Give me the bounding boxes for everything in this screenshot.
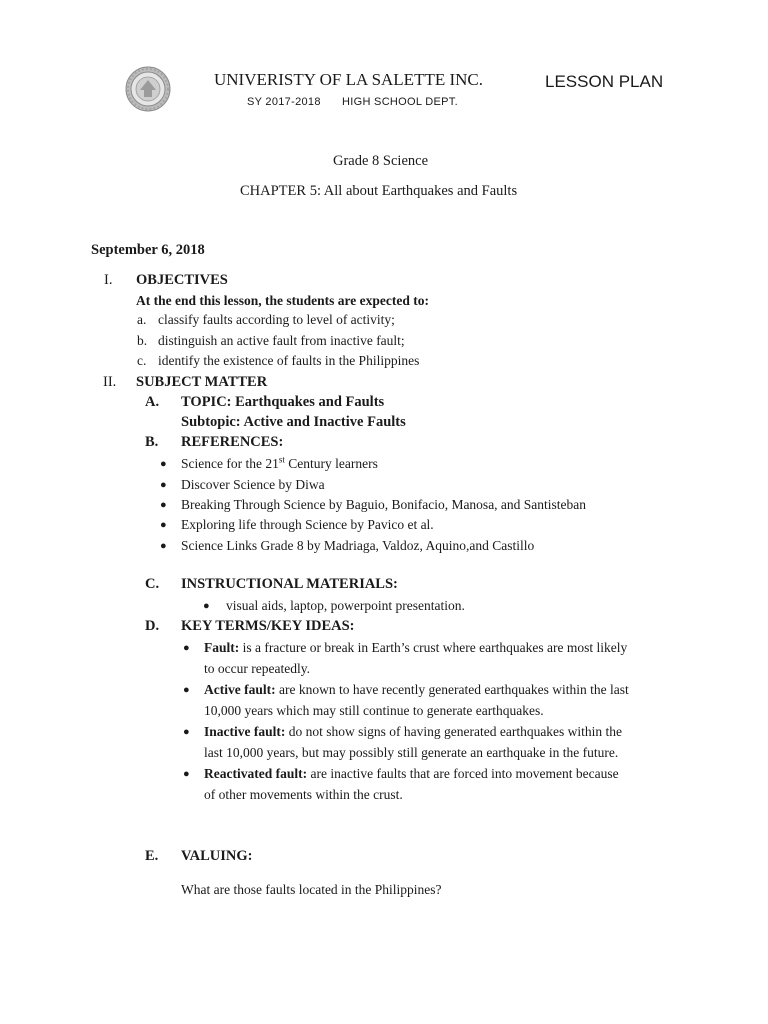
- bullet-icon: ●: [183, 768, 190, 780]
- objectives-intro: At the end this lesson, the students are expected to:: [136, 293, 429, 308]
- key-term-line: Reactivated fault: are inactive faults that are forced into movement because: [204, 766, 619, 781]
- department: HIGH SCHOOL DEPT.: [342, 96, 458, 108]
- materials-heading: INSTRUCTIONAL MATERIALS:: [181, 576, 398, 592]
- subsection-letter: C.: [145, 576, 160, 592]
- references-heading: REFERENCES:: [181, 434, 284, 450]
- bullet-icon: ●: [160, 540, 167, 552]
- lesson-date: September 6, 2018: [91, 242, 205, 258]
- reference-item: Science for the 21st Century learners: [181, 454, 378, 471]
- objective-item: identify the existence of faults in the Philippines: [158, 353, 420, 368]
- list-letter: b.: [137, 333, 148, 348]
- bullet-icon: ●: [183, 642, 190, 654]
- subsection-letter: B.: [145, 434, 159, 450]
- materials-item: visual aids, laptop, powerpoint presentation.: [226, 598, 465, 613]
- bullet-icon: ●: [160, 499, 167, 511]
- document-type: LESSON PLAN: [545, 72, 664, 91]
- reference-item: Science Links Grade 8 by Madriaga, Valdoz, Aquino,and Castillo: [181, 538, 535, 553]
- list-letter: a.: [137, 312, 147, 327]
- school-year: SY 2017-2018: [247, 96, 321, 108]
- school-seal-logo: [125, 66, 171, 112]
- key-term-line: Fault: is a fracture or break in Earth’s crust where earthquakes are most likely: [204, 640, 628, 655]
- key-term-line: Active fault: are known to have recently generated earthquakes within the last: [204, 682, 629, 697]
- bullet-icon: ●: [160, 458, 167, 470]
- reference-item: Exploring life through Science by Pavico et al.: [181, 517, 434, 532]
- key-term-line: Inactive fault: do not show signs of having generated earthquakes within the: [204, 724, 623, 739]
- bullet-icon: ●: [203, 600, 210, 612]
- key-term-line: 10,000 years which may still continue to generate earthquakes.: [204, 703, 544, 718]
- objective-item: distinguish an active fault from inactive fault;: [158, 333, 405, 348]
- bullet-icon: ●: [160, 479, 167, 491]
- objectives-heading: OBJECTIVES: [136, 272, 228, 288]
- key-term-line: last 10,000 years, but may possibly still generate an earthquake in the future.: [204, 745, 619, 760]
- list-letter: c.: [137, 353, 147, 368]
- topic: TOPIC: Earthquakes and Faults: [181, 394, 385, 410]
- reference-item: Discover Science by Diwa: [181, 477, 325, 492]
- subject-matter-heading: SUBJECT MATTER: [136, 374, 268, 390]
- school-name: UNIVERISTY OF LA SALETTE INC.: [214, 70, 483, 89]
- subtopic: Subtopic: Active and Inactive Faults: [181, 414, 406, 430]
- bullet-icon: ●: [183, 684, 190, 696]
- key-term-line: of other movements within the crust.: [204, 787, 403, 802]
- key-term-line: to occur repeatedly.: [204, 661, 310, 676]
- grade-title: Grade 8 Science: [333, 153, 429, 169]
- objective-item: classify faults according to level of activity;: [158, 312, 395, 327]
- subsection-letter: D.: [145, 618, 160, 634]
- chapter-title: CHAPTER 5: All about Earthquakes and Faults: [240, 183, 518, 199]
- section-numeral: II.: [103, 374, 117, 390]
- bullet-icon: ●: [183, 726, 190, 738]
- bullet-icon: ●: [160, 519, 167, 531]
- valuing-question: What are those faults located in the Philippines?: [181, 882, 442, 897]
- reference-item: Breaking Through Science by Baguio, Bonifacio, Manosa, and Santisteban: [181, 497, 587, 512]
- subsection-letter: A.: [145, 394, 160, 410]
- valuing-heading: VALUING:: [181, 848, 253, 864]
- key-terms-heading: KEY TERMS/KEY IDEAS:: [181, 618, 355, 634]
- subsection-letter: E.: [145, 848, 159, 864]
- section-numeral: I.: [104, 272, 113, 288]
